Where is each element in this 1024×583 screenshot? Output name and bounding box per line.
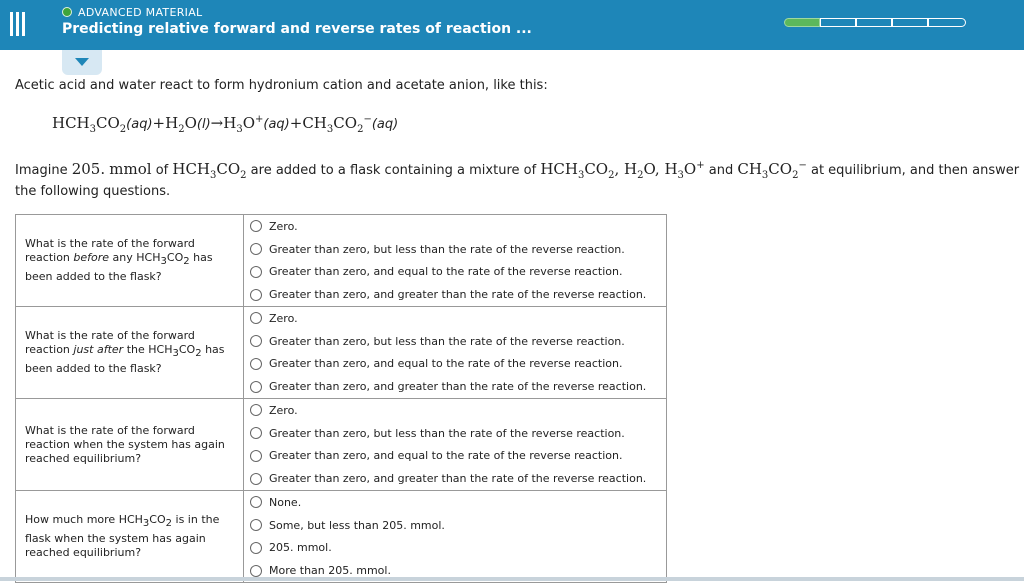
progress-bar: [784, 18, 966, 29]
answer-option[interactable]: 205. mmol.: [244, 537, 666, 560]
collapse-toggle-button[interactable]: [62, 50, 102, 75]
answer-options: [244, 215, 667, 307]
answer-option[interactable]: Some, but less than 205. mmol.: [244, 514, 666, 537]
progress-segment: [820, 18, 856, 27]
menu-icon[interactable]: [7, 9, 27, 39]
answer-option[interactable]: Greater than zero, but less than the rate of the reverse reaction.: [244, 422, 666, 445]
answer-options: [244, 399, 667, 491]
answer-options: [244, 491, 667, 583]
question-text: How much more $HCH_3CO_2$ is in the flask when the system has again reached equilibrium?: [16, 491, 244, 583]
radio-button[interactable]: [250, 473, 262, 485]
radio-button[interactable]: [250, 312, 262, 324]
answer-option[interactable]: Greater than zero, and greater than the rate of the reverse reaction.: [244, 375, 666, 398]
status-dot-icon: [62, 7, 72, 17]
answer-option[interactable]: Zero.: [244, 399, 666, 422]
answer-option[interactable]: Greater than zero, and equal to the rate of the reverse reaction.: [244, 261, 666, 284]
progress-segment: [928, 18, 966, 27]
page-title: Predicting relative forward and reverse rates of reaction ...: [62, 21, 532, 37]
bottom-scrollbar[interactable]: [0, 577, 1024, 581]
progress-segment: [784, 18, 820, 27]
radio-button[interactable]: [250, 496, 262, 508]
scenario-text-end: the following questions.: [15, 184, 171, 199]
questions-table: [15, 214, 667, 583]
scenario-text: Imagine 205. mmol of $HCH_3CO_2$ are added to a flask containing a mixture of $HCH_3CO_2$, $H_2O$, $H_3O^+$ and $CH_3CO_2^-$ at equilibrium, and then answer: [15, 160, 1020, 181]
subtitle: ADVANCED MATERIAL: [78, 5, 203, 19]
answer-option[interactable]: More than 205. mmol.: [244, 559, 666, 582]
progress-segment: [856, 18, 892, 27]
question-row: [16, 307, 667, 399]
radio-button[interactable]: [250, 542, 262, 554]
radio-button[interactable]: [250, 220, 262, 232]
radio-button[interactable]: [250, 243, 262, 255]
question-row: [16, 399, 667, 491]
radio-button[interactable]: [250, 358, 262, 370]
answer-option[interactable]: Greater than zero, and equal to the rate of the reverse reaction.: [244, 445, 666, 468]
question-text: What is the rate of the forward reaction before any $HCH_3CO_2$ has been added to the flask?: [16, 215, 244, 307]
answer-option[interactable]: Greater than zero, but less than the rate of the reverse reaction.: [244, 330, 666, 353]
radio-button[interactable]: [250, 266, 262, 278]
radio-button[interactable]: [250, 519, 262, 531]
subtitle-row: [62, 5, 202, 19]
radio-button[interactable]: [250, 450, 262, 462]
answer-option[interactable]: Zero.: [244, 307, 666, 330]
question-row: [16, 215, 667, 307]
question-row: [16, 491, 667, 583]
answer-option[interactable]: Greater than zero, and equal to the rate of the reverse reaction.: [244, 353, 666, 376]
top-bar: [0, 0, 1024, 50]
answer-option[interactable]: None.: [244, 491, 666, 514]
intro-text: Acetic acid and water react to form hydronium cation and acetate anion, like this:: [15, 78, 548, 93]
radio-button[interactable]: [250, 335, 262, 347]
reaction-equation: $HCH_3CO_2(aq)+H_2O(l)\to H_3O^+(aq)+CH_3CO_2^-(aq)$: [52, 114, 399, 135]
answer-option[interactable]: Zero.: [244, 215, 666, 238]
answer-option[interactable]: Greater than zero, and greater than the rate of the reverse reaction.: [244, 283, 666, 306]
answer-options: [244, 307, 667, 399]
chevron-down-icon: [75, 58, 89, 66]
progress-segment: [892, 18, 928, 27]
answer-option[interactable]: Greater than zero, but less than the rate of the reverse reaction.: [244, 238, 666, 261]
radio-button[interactable]: [250, 404, 262, 416]
question-text: What is the rate of the forward reaction just after the $HCH_3CO_2$ has been added to the flask?: [16, 307, 244, 399]
answer-option[interactable]: Greater than zero, and greater than the rate of the reverse reaction.: [244, 467, 666, 490]
radio-button[interactable]: [250, 565, 262, 577]
question-text: What is the rate of the forward reaction when the system has again reached equilibrium?: [16, 399, 244, 491]
radio-button[interactable]: [250, 381, 262, 393]
radio-button[interactable]: [250, 289, 262, 301]
radio-button[interactable]: [250, 427, 262, 439]
